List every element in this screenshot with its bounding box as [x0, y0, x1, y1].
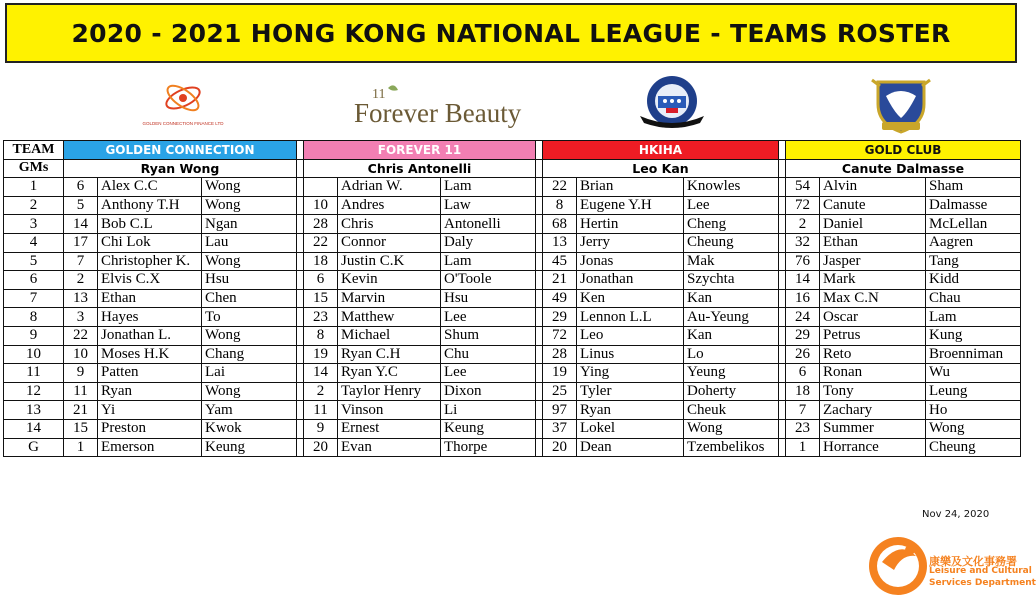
first-name: Emerson — [98, 438, 202, 457]
jersey-number: 6 — [786, 364, 820, 383]
jersey-number: 15 — [304, 289, 338, 308]
jersey-number: 17 — [64, 233, 98, 252]
jersey-number: 97 — [543, 401, 577, 420]
first-name: Ryan — [577, 401, 684, 420]
jersey-number: 2 — [786, 215, 820, 234]
first-name: Eugene Y.H — [577, 196, 684, 215]
last-name: McLellan — [926, 215, 1021, 234]
last-name: Ho — [926, 401, 1021, 420]
last-name: Kidd — [926, 271, 1021, 290]
column-gap — [297, 159, 304, 178]
row-label: 6 — [4, 271, 64, 290]
first-name: Jerry — [577, 233, 684, 252]
row-label: 7 — [4, 289, 64, 308]
last-name: Tang — [926, 252, 1021, 271]
table-row — [4, 345, 1021, 364]
forever-beauty-logo — [350, 82, 522, 130]
last-name: Lau — [202, 233, 297, 252]
column-gap — [536, 345, 543, 364]
first-name: Oscar — [820, 308, 926, 327]
jersey-number: 7 — [786, 401, 820, 420]
last-name: O'Toole — [441, 271, 536, 290]
jersey-number: 23 — [786, 419, 820, 438]
first-name: Christopher K. — [98, 252, 202, 271]
jersey-number: 11 — [64, 382, 98, 401]
first-name: Ernest — [338, 419, 441, 438]
first-name: Jonas — [577, 252, 684, 271]
title-banner — [5, 3, 1017, 63]
first-name: Zachary — [820, 401, 926, 420]
table-row — [4, 215, 1021, 234]
last-name: Li — [441, 401, 536, 420]
first-name: Horrance — [820, 438, 926, 457]
last-name: To — [202, 308, 297, 327]
column-gap — [297, 345, 304, 364]
table-row — [4, 252, 1021, 271]
column-gap — [779, 233, 786, 252]
jersey-number: 22 — [304, 233, 338, 252]
last-name: Lee — [441, 364, 536, 383]
jersey-number: 29 — [786, 326, 820, 345]
jersey-number: 2 — [64, 271, 98, 290]
jersey-number: 14 — [64, 215, 98, 234]
jersey-number: 37 — [543, 419, 577, 438]
hkiha-badge-logo — [632, 74, 712, 130]
jersey-number: 5 — [64, 196, 98, 215]
first-name: Chi Lok — [98, 233, 202, 252]
jersey-number: 23 — [304, 308, 338, 327]
row-label: 10 — [4, 345, 64, 364]
first-name: Kevin — [338, 271, 441, 290]
jersey-number: 18 — [786, 382, 820, 401]
golden-connection-caption: GOLDEN CONNECTION FINANCE LTD — [142, 121, 224, 126]
gms-label: GMs — [4, 159, 64, 178]
row-label: 11 — [4, 364, 64, 383]
jersey-number: 72 — [543, 326, 577, 345]
jersey-number — [304, 178, 338, 197]
column-gap — [779, 141, 786, 160]
row-label: 2 — [4, 196, 64, 215]
column-gap — [536, 252, 543, 271]
first-name: Elvis C.X — [98, 271, 202, 290]
last-name: Chau — [926, 289, 1021, 308]
jersey-number: 20 — [543, 438, 577, 457]
last-name: Kung — [926, 326, 1021, 345]
last-name: Au-Yeung — [684, 308, 779, 327]
jersey-number: 32 — [786, 233, 820, 252]
jersey-number: 7 — [64, 252, 98, 271]
column-gap — [779, 252, 786, 271]
lcsd-name-line1: Leisure and Cultural — [929, 566, 1032, 576]
team-gm-3: Leo Kan — [543, 159, 779, 178]
page-title: 2020 - 2021 HONG KONG NATIONAL LEAGUE - TEAMS ROSTER — [71, 18, 951, 48]
jersey-number: 72 — [786, 196, 820, 215]
first-name: Ethan — [98, 289, 202, 308]
first-name: Bob C.L — [98, 215, 202, 234]
jersey-number: 21 — [543, 271, 577, 290]
last-name: Cheung — [684, 233, 779, 252]
jersey-number: 19 — [304, 345, 338, 364]
team-label: TEAM — [4, 141, 64, 160]
table-row — [4, 326, 1021, 345]
first-name: Taylor Henry — [338, 382, 441, 401]
last-name: Yeung — [684, 364, 779, 383]
jersey-number: 76 — [786, 252, 820, 271]
last-name: Knowles — [684, 178, 779, 197]
last-name: Dixon — [441, 382, 536, 401]
team-gm-1: Ryan Wong — [64, 159, 297, 178]
last-name: Broenniman — [926, 345, 1021, 364]
lcsd-name-line2: Services Department — [929, 578, 1036, 588]
jersey-number: 9 — [304, 419, 338, 438]
first-name: Moses H.K — [98, 345, 202, 364]
first-name: Lokel — [577, 419, 684, 438]
jersey-number: 10 — [304, 196, 338, 215]
roster-date: Nov 24, 2020 — [922, 509, 990, 520]
last-name: Wong — [926, 419, 1021, 438]
column-gap — [536, 271, 543, 290]
jersey-number: 13 — [64, 289, 98, 308]
jersey-number: 10 — [64, 345, 98, 364]
first-name: Alex C.C — [98, 178, 202, 197]
last-name: Antonelli — [441, 215, 536, 234]
first-name: Petrus — [820, 326, 926, 345]
table-row — [4, 364, 1021, 383]
row-label: 13 — [4, 401, 64, 420]
table-row — [4, 178, 1021, 197]
column-gap — [536, 178, 543, 197]
table-row — [4, 382, 1021, 401]
jersey-number: 3 — [64, 308, 98, 327]
first-name: Tyler — [577, 382, 684, 401]
column-gap — [536, 438, 543, 457]
first-name: Preston — [98, 419, 202, 438]
last-name: Thorpe — [441, 438, 536, 457]
team-name-2: FOREVER 11 — [304, 141, 536, 160]
team-gm-4: Canute Dalmasse — [786, 159, 1021, 178]
column-gap — [297, 289, 304, 308]
first-name: Hertin — [577, 215, 684, 234]
column-gap — [536, 419, 543, 438]
table-row — [4, 438, 1021, 457]
last-name: Hsu — [202, 271, 297, 290]
last-name: Leung — [926, 382, 1021, 401]
row-label: 1 — [4, 178, 64, 197]
first-name: Jasper — [820, 252, 926, 271]
jersey-number: 1 — [64, 438, 98, 457]
roster-table — [3, 140, 1021, 457]
column-gap — [297, 326, 304, 345]
first-name: Canute — [820, 196, 926, 215]
last-name: Keung — [441, 419, 536, 438]
row-label: 14 — [4, 419, 64, 438]
jersey-number: 14 — [786, 271, 820, 290]
forever-beauty-number: 11 — [372, 87, 386, 102]
last-name: Law — [441, 196, 536, 215]
column-gap — [297, 382, 304, 401]
team-gm-2: Chris Antonelli — [304, 159, 536, 178]
first-name: Ronan — [820, 364, 926, 383]
jersey-number: 49 — [543, 289, 577, 308]
jersey-number: 13 — [543, 233, 577, 252]
row-label: G — [4, 438, 64, 457]
last-name: Kan — [684, 289, 779, 308]
column-gap — [297, 308, 304, 327]
column-gap — [536, 326, 543, 345]
last-name: Chen — [202, 289, 297, 308]
column-gap — [536, 215, 543, 234]
first-name: Ryan Y.C — [338, 364, 441, 383]
column-gap — [779, 215, 786, 234]
jersey-number: 28 — [304, 215, 338, 234]
last-name: Aagren — [926, 233, 1021, 252]
first-name: Brian — [577, 178, 684, 197]
last-name: Yam — [202, 401, 297, 420]
last-name: Hsu — [441, 289, 536, 308]
jersey-number: 2 — [304, 382, 338, 401]
first-name: Leo — [577, 326, 684, 345]
first-name: Jonathan L. — [98, 326, 202, 345]
column-gap — [297, 271, 304, 290]
jersey-number: 19 — [543, 364, 577, 383]
first-name: Marvin — [338, 289, 441, 308]
last-name: Szychta — [684, 271, 779, 290]
first-name: Chris — [338, 215, 441, 234]
lcsd-chinese-name: 康樂及文化事務署 — [929, 555, 1017, 568]
last-name: Wong — [202, 382, 297, 401]
jersey-number: 24 — [786, 308, 820, 327]
jersey-number: 9 — [64, 364, 98, 383]
column-gap — [536, 159, 543, 178]
first-name: Summer — [820, 419, 926, 438]
first-name: Anthony T.H — [98, 196, 202, 215]
jersey-number: 21 — [64, 401, 98, 420]
first-name: Mark — [820, 271, 926, 290]
last-name: Lee — [684, 196, 779, 215]
jersey-number: 1 — [786, 438, 820, 457]
first-name: Lennon L.L — [577, 308, 684, 327]
last-name: Wong — [684, 419, 779, 438]
row-label: 9 — [4, 326, 64, 345]
jersey-number: 14 — [304, 364, 338, 383]
last-name: Lam — [441, 252, 536, 271]
column-gap — [779, 196, 786, 215]
team-header-row — [4, 141, 1021, 160]
row-label: 3 — [4, 215, 64, 234]
last-name: Sham — [926, 178, 1021, 197]
column-gap — [779, 419, 786, 438]
first-name: Patten — [98, 364, 202, 383]
column-gap — [779, 159, 786, 178]
column-gap — [297, 252, 304, 271]
last-name: Keung — [202, 438, 297, 457]
jersey-number: 22 — [543, 178, 577, 197]
first-name: Jonathan — [577, 271, 684, 290]
table-row — [4, 289, 1021, 308]
row-label: 4 — [4, 233, 64, 252]
last-name: Wu — [926, 364, 1021, 383]
jersey-number: 16 — [786, 289, 820, 308]
last-name: Wong — [202, 252, 297, 271]
column-gap — [536, 141, 543, 160]
last-name: Lam — [926, 308, 1021, 327]
column-gap — [779, 178, 786, 197]
team-name-3: HKIHA — [543, 141, 779, 160]
first-name: Hayes — [98, 308, 202, 327]
table-row — [4, 308, 1021, 327]
column-gap — [297, 364, 304, 383]
last-name: Shum — [441, 326, 536, 345]
first-name: Linus — [577, 345, 684, 364]
row-label: 12 — [4, 382, 64, 401]
first-name: Alvin — [820, 178, 926, 197]
table-row — [4, 233, 1021, 252]
last-name: Lam — [441, 178, 536, 197]
jersey-number: 6 — [304, 271, 338, 290]
last-name: Cheng — [684, 215, 779, 234]
column-gap — [297, 233, 304, 252]
last-name: Mak — [684, 252, 779, 271]
last-name: Lee — [441, 308, 536, 327]
column-gap — [536, 382, 543, 401]
last-name: Ngan — [202, 215, 297, 234]
gold-club-crest-logo — [868, 74, 934, 134]
column-gap — [779, 401, 786, 420]
last-name: Chu — [441, 345, 536, 364]
last-name: Cheung — [926, 438, 1021, 457]
jersey-number: 28 — [543, 345, 577, 364]
last-name: Wong — [202, 178, 297, 197]
last-name: Doherty — [684, 382, 779, 401]
table-row — [4, 271, 1021, 290]
first-name: Vinson — [338, 401, 441, 420]
first-name: Ryan C.H — [338, 345, 441, 364]
column-gap — [779, 382, 786, 401]
column-gap — [779, 271, 786, 290]
column-gap — [779, 308, 786, 327]
last-name: Dalmasse — [926, 196, 1021, 215]
last-name: Wong — [202, 326, 297, 345]
first-name: Evan — [338, 438, 441, 457]
first-name: Reto — [820, 345, 926, 364]
last-name: Chang — [202, 345, 297, 364]
jersey-number: 8 — [543, 196, 577, 215]
column-gap — [297, 401, 304, 420]
leaf-icon — [388, 85, 398, 90]
first-name: Yi — [98, 401, 202, 420]
row-label: 5 — [4, 252, 64, 271]
first-name: Connor — [338, 233, 441, 252]
gm-row — [4, 159, 1021, 178]
row-label: 8 — [4, 308, 64, 327]
first-name: Ying — [577, 364, 684, 383]
first-name: Ryan — [98, 382, 202, 401]
first-name: Adrian W. — [338, 178, 441, 197]
last-name: Cheuk — [684, 401, 779, 420]
column-gap — [536, 289, 543, 308]
jersey-number: 6 — [64, 178, 98, 197]
golden-connection-logo — [142, 78, 224, 130]
jersey-number: 8 — [304, 326, 338, 345]
table-row — [4, 401, 1021, 420]
last-name: Lo — [684, 345, 779, 364]
first-name: Andres — [338, 196, 441, 215]
column-gap — [779, 345, 786, 364]
jersey-number: 11 — [304, 401, 338, 420]
column-gap — [536, 364, 543, 383]
jersey-number: 15 — [64, 419, 98, 438]
first-name: Tony — [820, 382, 926, 401]
column-gap — [536, 196, 543, 215]
column-gap — [536, 233, 543, 252]
column-gap — [536, 401, 543, 420]
column-gap — [779, 438, 786, 457]
column-gap — [779, 289, 786, 308]
column-gap — [779, 364, 786, 383]
jersey-number: 54 — [786, 178, 820, 197]
first-name: Matthew — [338, 308, 441, 327]
column-gap — [297, 178, 304, 197]
column-gap — [779, 326, 786, 345]
column-gap — [297, 419, 304, 438]
last-name: Daly — [441, 233, 536, 252]
forever-beauty-wordmark: Forever Beauty — [354, 98, 522, 128]
last-name: Kan — [684, 326, 779, 345]
first-name: Justin C.K — [338, 252, 441, 271]
last-name: Wong — [202, 196, 297, 215]
jersey-number: 20 — [304, 438, 338, 457]
first-name: Ken — [577, 289, 684, 308]
column-gap — [297, 215, 304, 234]
jersey-number: 18 — [304, 252, 338, 271]
team-name-4: GOLD CLUB — [786, 141, 1021, 160]
jersey-number: 22 — [64, 326, 98, 345]
team-name-1: GOLDEN CONNECTION — [64, 141, 297, 160]
first-name: Max C.N — [820, 289, 926, 308]
jersey-number: 25 — [543, 382, 577, 401]
table-row — [4, 196, 1021, 215]
jersey-number: 26 — [786, 345, 820, 364]
last-name: Lai — [202, 364, 297, 383]
first-name: Michael — [338, 326, 441, 345]
column-gap — [297, 196, 304, 215]
last-name: Tzembelikos — [684, 438, 779, 457]
column-gap — [297, 438, 304, 457]
column-gap — [297, 141, 304, 160]
first-name: Dean — [577, 438, 684, 457]
jersey-number: 45 — [543, 252, 577, 271]
first-name: Ethan — [820, 233, 926, 252]
last-name: Kwok — [202, 419, 297, 438]
jersey-number: 68 — [543, 215, 577, 234]
table-row — [4, 419, 1021, 438]
jersey-number: 29 — [543, 308, 577, 327]
first-name: Daniel — [820, 215, 926, 234]
column-gap — [536, 308, 543, 327]
